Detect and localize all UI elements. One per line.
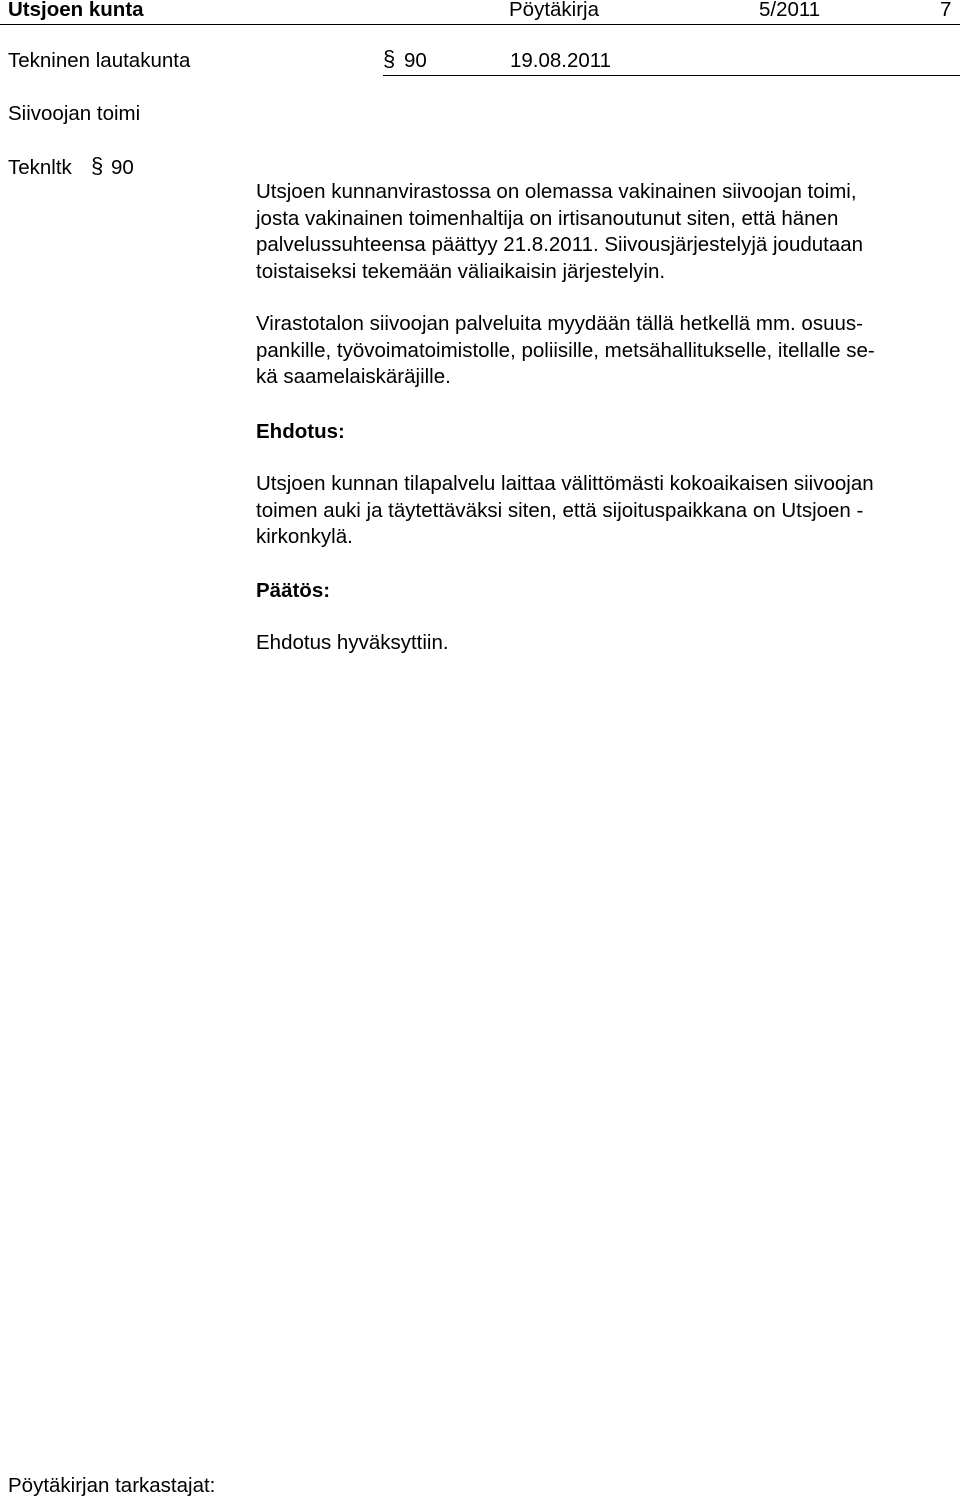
text-line: Utsjoen kunnanvirastossa on olemassa vakinainen siivoojan toimi, bbox=[256, 180, 857, 203]
text-line: pankille, työvoimatoimistolle, poliisille, metsähallitukselle, itellalle se- bbox=[256, 338, 875, 362]
decision-heading: Päätös: bbox=[256, 579, 331, 602]
text-line: Utsjoen kunnan tilapalvelu laittaa välittömästi kokoaikaisen siivoojan bbox=[256, 472, 874, 495]
section-sign-icon: § bbox=[383, 46, 396, 71]
text-line: palvelussuhteensa päättyy 21.8.2011. Siivousjärjestelyjä joudutaan bbox=[256, 233, 864, 256]
proposal-text bbox=[256, 471, 956, 551]
reference-section-number: 90 bbox=[111, 156, 134, 179]
header-section-number: 90 bbox=[404, 49, 427, 72]
text-line: josta vakinainen toimenhaltija on irtisanoutunut siten, että hänen bbox=[256, 206, 839, 230]
document-type: Pöytäkirja bbox=[509, 0, 600, 21]
meeting-date: 19.08.2011 bbox=[510, 49, 612, 72]
document-number: 5/2011 bbox=[759, 0, 821, 21]
subject-title: Siivoojan toimi bbox=[8, 102, 141, 125]
header-divider-bottom bbox=[383, 75, 960, 76]
reviewers-label: Pöytäkirjan tarkastajat: bbox=[8, 1474, 216, 1497]
municipality-name: Utsjoen kunta bbox=[8, 0, 144, 21]
section-sign-icon: § bbox=[91, 153, 104, 178]
proposal-heading: Ehdotus: bbox=[256, 420, 345, 443]
paragraph-intro bbox=[256, 179, 956, 285]
decision-text: Ehdotus hyväksyttiin. bbox=[256, 631, 449, 654]
text-line: kirkonkylä. bbox=[256, 525, 353, 548]
header-divider-top bbox=[0, 24, 960, 25]
text-line: toistaiseksi tekemään väliaikaisin järjestelyin. bbox=[256, 259, 666, 283]
text-line: Virastotalon siivoojan palveluita myydään tällä hetkellä mm. osuus- bbox=[256, 312, 863, 335]
committee-name: Tekninen lautakunta bbox=[8, 49, 191, 72]
text-line: kä saamelaiskäräjille. bbox=[256, 365, 451, 388]
page-number: 7 bbox=[940, 0, 952, 21]
text-line: toimen auki ja täytettäväksi siten, että sijoituspaikkana on Utsjoen - bbox=[256, 498, 864, 522]
reference-label: Teknltk bbox=[8, 156, 72, 179]
paragraph-services bbox=[256, 311, 956, 391]
